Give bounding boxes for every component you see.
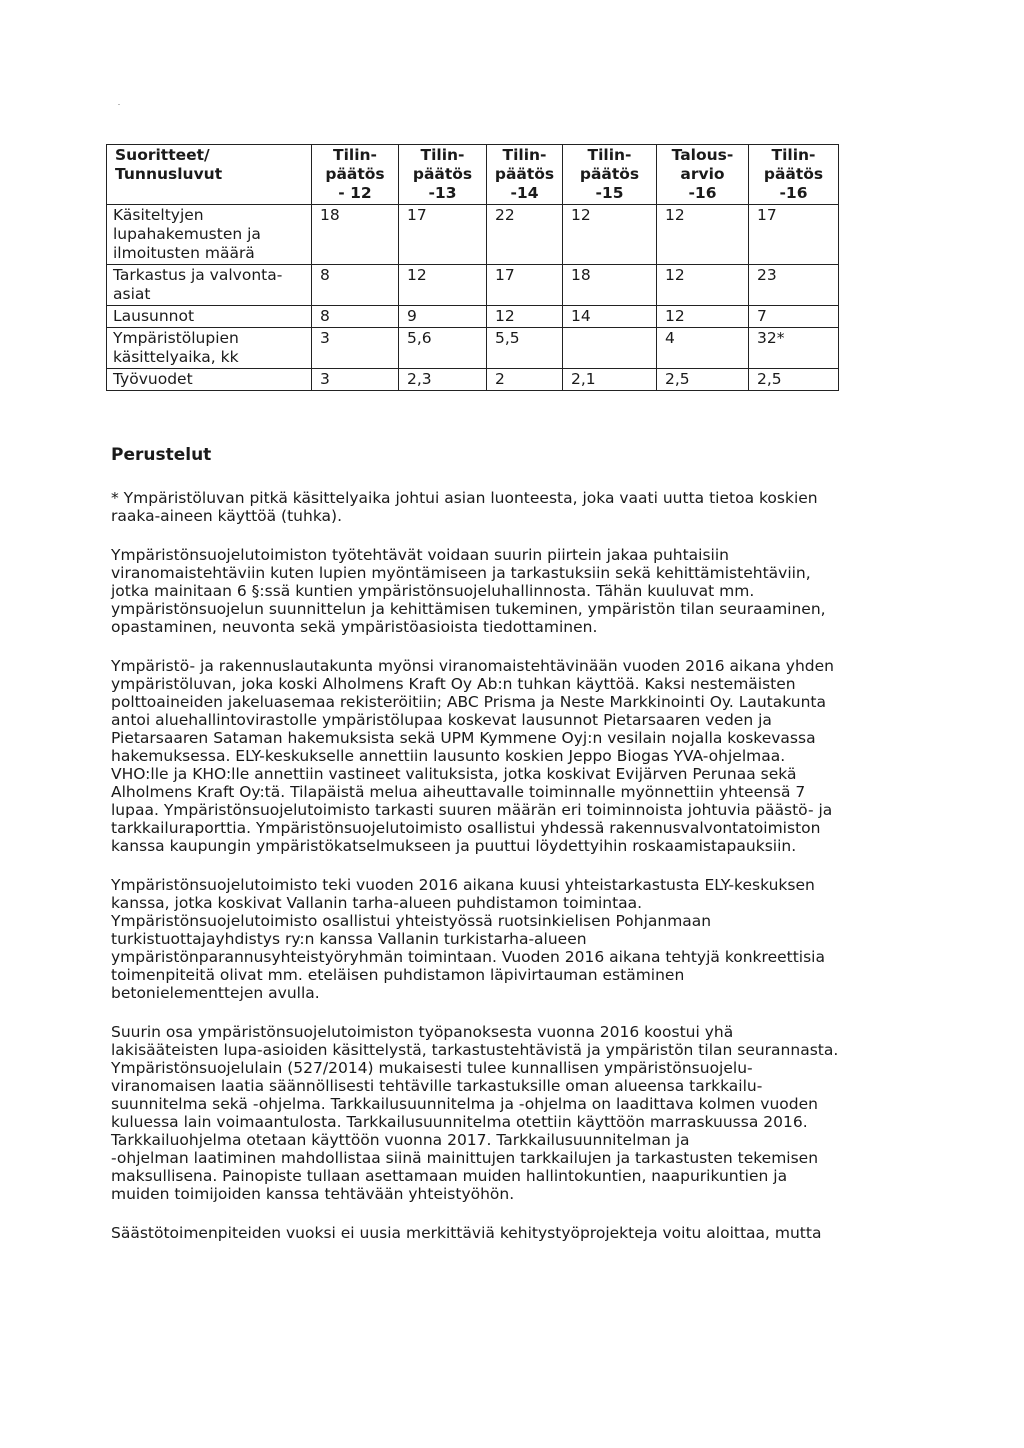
- paragraph: Ympäristönsuojelutoimisto teki vuoden 2016 aikana kuusi yhteistarkastusta ELY-keskuksen kanssa, jotka koskivat Vallanin tarha-alueen puhdistamon toimintaa. Ympäristönsuojelutoimisto osallistui yhteistyössä ruotsinkielisen Pohjanmaan turkistuottajayhdistys ry:n kanssa Vallanin turkistarha-alueen ympäristönparannusyhteistyöryhmän toimintaan. Vuoden 2016 aikana tehtyjä konkreettisia toimenpiteitä olivat mm. eteläisen puhdistamon läpivirtauman estäminen betonielementtejen avulla.: [111, 876, 825, 1002]
- table-cell: 12: [399, 265, 487, 306]
- scan-speck: [118, 104, 120, 105]
- table-cell: 4: [657, 328, 749, 369]
- table-cell: 17: [399, 205, 487, 265]
- paragraph: Ympäristönsuojelutoimiston työtehtävät voidaan suurin piirtein jakaa puhtaisiin viranomaistehtäviin kuten lupien myöntämiseen ja tarkastuksiin sekä kehittämistehtäviin, jotka mainitaan 6 §:ssä kuntien ympäristönsuojeluhallinnosta. Tähän kuuluvat mm. ympäristönsuojelun suunnittelun ja kehittämisen tukeminen, ympäristön tilan seuraaminen, opastaminen, neuvonta sekä ympäristöasioista tiedottaminen.: [111, 546, 826, 636]
- table-row: [107, 328, 839, 369]
- table-cell: 23: [749, 265, 839, 306]
- table-cell: 12: [487, 306, 563, 328]
- table-row: [107, 205, 839, 265]
- footnote-paragraph: * Ympäristöluvan pitkä käsittelyaika johtui asian luonteesta, joka vaati uutta tietoa koskien raaka-aineen käyttöä (tuhka).: [111, 489, 818, 525]
- row-label: Tarkastus ja valvonta- asiat: [107, 265, 312, 306]
- table-cell: 8: [312, 265, 399, 306]
- paragraph: Säästötoimenpiteiden vuoksi ei uusia merkittäviä kehitystyöprojekteja voitu aloittaa, mutta: [111, 1224, 822, 1242]
- table-cell: 32*: [749, 328, 839, 369]
- table-cell: 12: [563, 205, 657, 265]
- table-row: [107, 306, 839, 328]
- row-label: Lausunnot: [107, 306, 312, 328]
- header-cell: Tilin- päätös - 12: [312, 145, 399, 205]
- table-cell: 2,3: [399, 369, 487, 391]
- header-cell: Tilin- päätös -15: [563, 145, 657, 205]
- table-cell: 22: [487, 205, 563, 265]
- table-header-row: [107, 145, 839, 205]
- table-cell: 17: [749, 205, 839, 265]
- table-cell: 2,5: [657, 369, 749, 391]
- table-cell: 3: [312, 328, 399, 369]
- header-cell: Tilin- päätös -14: [487, 145, 563, 205]
- row-label: Käsiteltyjen lupahakemusten ja ilmoitusten määrä: [107, 205, 312, 265]
- table-cell: 12: [657, 265, 749, 306]
- table-cell: 5,5: [487, 328, 563, 369]
- table-cell: [563, 328, 657, 369]
- table-cell: 17: [487, 265, 563, 306]
- table-cell: 9: [399, 306, 487, 328]
- table-cell: 18: [563, 265, 657, 306]
- header-cell: Tilin- päätös -13: [399, 145, 487, 205]
- table-cell: 2,5: [749, 369, 839, 391]
- table-cell: 12: [657, 205, 749, 265]
- performance-indicators-table: [106, 144, 839, 391]
- row-label: Työvuodet: [107, 369, 312, 391]
- body-text: [111, 489, 901, 1263]
- table-cell: 8: [312, 306, 399, 328]
- table-cell: 3: [312, 369, 399, 391]
- table-cell: 18: [312, 205, 399, 265]
- table-cell: 2,1: [563, 369, 657, 391]
- table-cell: 12: [657, 306, 749, 328]
- header-cell: Talous- arvio -16: [657, 145, 749, 205]
- table-cell: 14: [563, 306, 657, 328]
- section-heading: Perustelut: [111, 445, 212, 465]
- table-cell: 7: [749, 306, 839, 328]
- table-row: [107, 369, 839, 391]
- header-cell: Suoritteet/ Tunnusluvut: [107, 145, 312, 205]
- row-label: Ympäristölupien käsittelyaika, kk: [107, 328, 312, 369]
- table-row: [107, 265, 839, 306]
- header-cell: Tilin- päätös -16: [749, 145, 839, 205]
- table-cell: 2: [487, 369, 563, 391]
- paragraph: Suurin osa ympäristönsuojelutoimiston työpanoksesta vuonna 2016 koostui yhä lakisääteisten lupa-asioiden käsittelystä, tarkastustehtävistä ja ympäristön tilan seurannasta. Ympäristönsuojelulain (527/2014) mukaisesti tulee kunnallisen ympäristönsuojelu- viranomaisen laatia säännöllisesti tehtäville tarkastuksille oman alueensa tarkkailu- suunnitelma sekä -ohjelma. Tarkkailusuunnitelma ja -ohjelma on laadittava kolmen vuoden kuluessa lain voimaantulosta. Tarkkailusuunnitelma otettiin käyttöön marraskuussa 2016. Tarkkailuohjelma otetaan käyttöön vuonna 2017. Tarkkailusuunnitelman ja -ohjelman laatiminen mahdollistaa siinä mainittujen tarkkailujen ja tarkastusten tekemisen maksullisena. Painopiste tullaan asettamaan muiden hallintokuntien, naapurikuntien ja muiden toimijoiden kanssa tehtävään yhteistyöhön.: [111, 1023, 839, 1203]
- paragraph: Ympäristö- ja rakennuslautakunta myönsi viranomaistehtävinään vuoden 2016 aikana yhden ympäristöluvan, joka koski Alholmens Kraft Oy Ab:n tuhkan käyttöä. Kaksi nestemäisten polttoaineiden jakeluasemaa rekisteröitiin; ABC Prisma ja Neste Markkinointi Oy. Lautakunta antoi aluehallintovirastolle ympäristölupaa koskevat lausunnot Pietarsaaren veden ja Pietarsaaren Sataman hakemuksista sekä UPM Kymmene Oyj:n vesilain nojalla koskevassa hakemuksessa. ELY-keskukselle annettiin lausunto koskien Jeppo Biogas YVA-ohjelmaa. VHO:lle ja KHO:lle annettiin vastineet valituksista, jotka koskivat Evijärven Perunaa sekä Alholmens Kraft Oy:tä. Tilapäistä melua aiheuttavalle toiminnalle myönnettiin yhteensä 7 lupaa. Ympäristönsuojelutoimisto tarkasti suuren määrän eri toiminnoista johtuvia päästö- ja tarkkailuraporttia. Ympäristönsuojelutoimisto osallistui yhdessä rakennusvalvontatoimiston kanssa kaupungin ympäristökatselmukseen ja puuttui löydettyihin roskaamistapauksiin.: [111, 657, 835, 855]
- table-cell: 5,6: [399, 328, 487, 369]
